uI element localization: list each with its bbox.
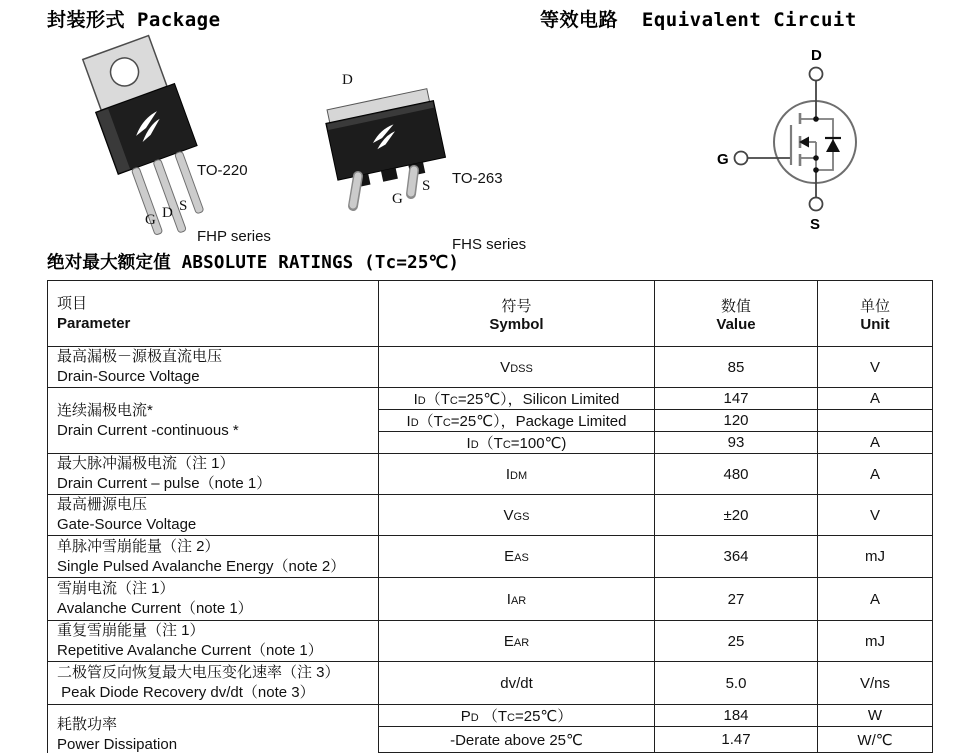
value-cell: 480 <box>655 454 818 495</box>
symbol-cell: VGS <box>379 495 655 536</box>
to-220-series: FHP series <box>197 228 271 245</box>
symbol-cell: -Derate above 25℃ <box>379 727 655 753</box>
to220-pin-label-g: G <box>145 212 156 228</box>
body-diode-icon <box>826 139 840 152</box>
table-row <box>48 536 933 578</box>
symbol-cell: IAR <box>379 578 655 621</box>
table-row <box>48 454 933 495</box>
param-cell: 单脉冲雪崩能量（注 2） Single Pulsed Avalanche Energy（note 2） <box>48 536 379 578</box>
header-symbol: 符号 Symbol <box>379 281 655 347</box>
to263-pin-label-s: S <box>422 178 431 194</box>
table-row <box>48 705 933 727</box>
unit-cell: V <box>818 495 933 536</box>
param-cell: 雪崩电流（注 1） Avalanche Current（note 1） <box>48 578 379 621</box>
value-cell: 1.47 <box>655 727 818 753</box>
table-row <box>48 578 933 621</box>
value-cell: 85 <box>655 347 818 388</box>
unit-cell: A <box>818 388 933 410</box>
absolute-ratings-table <box>47 280 933 753</box>
param-cell: 最高漏极－源极直流电压 Drain-Source Voltage <box>48 347 379 388</box>
unit-cell: V/ns <box>818 662 933 705</box>
unit-cell: V <box>818 347 933 388</box>
to-263-caption <box>452 124 526 300</box>
value-cell: 93 <box>655 432 818 454</box>
unit-cell: A <box>818 432 933 454</box>
to-263-body <box>323 88 448 191</box>
unit-cell: mJ <box>818 536 933 578</box>
package-section-title: 封装形式 Package <box>47 9 221 31</box>
param-cell: 耗散功率 Power Dissipation <box>48 705 379 753</box>
value-cell: 25 <box>655 621 818 662</box>
symbol-cell: VDSS <box>379 347 655 388</box>
symbol-cell: ID（TC=25℃），Silicon Limited <box>379 388 655 410</box>
to220-pin-label-d: D <box>162 205 173 221</box>
unit-cell: mJ <box>818 621 933 662</box>
to-263-package-image <box>312 62 472 222</box>
value-cell: 147 <box>655 388 818 410</box>
table-row <box>48 347 933 388</box>
circuit-terminal-label-s: S <box>810 216 821 233</box>
to-220-name: TO-220 <box>197 162 248 179</box>
param-cell: 连续漏极电流* Drain Current -continuous * <box>48 388 379 454</box>
unit-cell: W/℃ <box>818 727 933 753</box>
header-parameter: 项目 Parameter <box>48 281 379 347</box>
unit-cell: A <box>818 454 933 495</box>
equivalent-circuit-section-title: 等效电路 Equivalent Circuit <box>540 9 857 31</box>
value-cell: 27 <box>655 578 818 621</box>
circuit-terminal-label-d: D <box>811 47 822 64</box>
symbol-cell: EAS <box>379 536 655 578</box>
value-cell: ±20 <box>655 495 818 536</box>
circuit-terminal-label-g: G <box>717 151 729 168</box>
to-263-name: TO-263 <box>452 170 503 187</box>
to263-pin-label-d: D <box>342 72 353 88</box>
to-263-series: FHS series <box>452 236 527 253</box>
param-cell: 二极管反向恢复最大电压变化速率（注 3） Peak Diode Recovery dv/dt（note 3） <box>48 662 379 705</box>
header-value: 数值 Value <box>655 281 818 347</box>
value-cell: 5.0 <box>655 662 818 705</box>
symbol-cell: ID（TC=25℃），Package Limited <box>379 410 655 432</box>
unit-cell <box>818 410 933 432</box>
symbol-cell: PD （TC=25℃） <box>379 705 655 727</box>
table-row <box>48 621 933 662</box>
symbol-cell: ID（TC=100℃) <box>379 432 655 454</box>
param-cell: 最大脉冲漏极电流（注 1） Drain Current – pulse（note 1） <box>48 454 379 495</box>
to220-pin-label-s: S <box>179 198 188 214</box>
header-unit: 单位 Unit <box>818 281 933 347</box>
to263-pin-label-g: G <box>392 191 403 207</box>
table-row <box>48 662 933 705</box>
table-row <box>48 495 933 536</box>
symbol-cell: dv/dt <box>379 662 655 705</box>
table-header-row <box>48 281 933 347</box>
symbol-cell: IDM <box>379 454 655 495</box>
unit-cell: W <box>818 705 933 727</box>
value-cell: 364 <box>655 536 818 578</box>
table-row <box>48 388 933 410</box>
unit-cell: A <box>818 578 933 621</box>
param-cell: 最高栅源电压 Gate-Source Voltage <box>48 495 379 536</box>
ratings-table-title: 绝对最大额定值 ABSOLUTE RATINGS (Tc=25℃) <box>47 253 460 273</box>
value-cell: 184 <box>655 705 818 727</box>
value-cell: 120 <box>655 410 818 432</box>
symbol-cell: EAR <box>379 621 655 662</box>
param-cell: 重复雪崩能量（注 1） Repetitive Avalanche Current（note 1） <box>48 621 379 662</box>
equivalent-circuit-diagram <box>695 40 915 240</box>
